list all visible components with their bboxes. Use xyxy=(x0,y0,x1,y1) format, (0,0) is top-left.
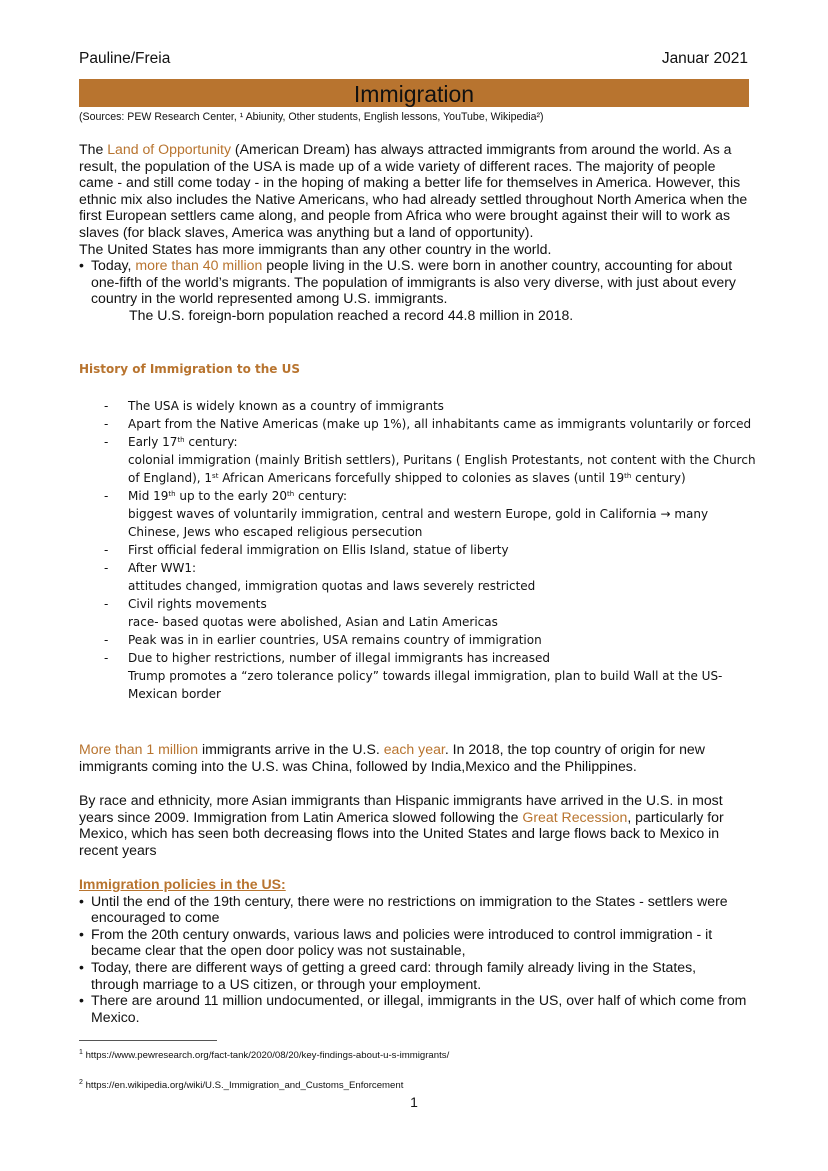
stats-text: . In 2018, the top country of origin for new immigrants coming into the U.S. was China, followed by India,Mexico and the Philippines. xyxy=(79,741,705,774)
item-text: attitudes changed, immigration quotas and laws severely restricted xyxy=(128,579,536,593)
list-item: • Until the end of the 19th century, there were no restrictions on immigration to the States - settlers were encouraged to come xyxy=(79,893,731,926)
footnote-number: 2 xyxy=(79,1079,83,1086)
footnote-2 xyxy=(79,1080,403,1091)
policies-heading: Immigration policies in the US: xyxy=(79,876,286,892)
superscript: th xyxy=(177,436,185,444)
list-item xyxy=(100,559,760,595)
intro-statement: The United States has more immigrants than any other country in the world. xyxy=(79,240,552,257)
forty-million-highlight: more than 40 million xyxy=(135,257,263,274)
race-text: By race and ethnicity, more Asian immigrants than Hispanic immigrants have arrived in the U.S. in most years since 2009. Immigration from Latin America slowed following the xyxy=(79,792,723,825)
history-heading: History of Immigration to the US xyxy=(79,362,300,376)
intro-bullet xyxy=(79,257,741,307)
item-text: colonial immigration (mainly British settlers), Puritans ( English Protestants, not content with the Church of England), 1 xyxy=(128,453,756,485)
item-text: - After WW1: xyxy=(128,561,197,575)
list-item: - Peak was in in earlier countries, USA remains country of immigration xyxy=(100,631,760,649)
list-item xyxy=(100,433,760,487)
list-item: • There are around 11 million undocumented, or illegal, immigrants in the US, over half of which come from Mexico. xyxy=(79,992,753,1025)
item-text: race- based quotas were abolished, Asian and Latin Americas xyxy=(128,615,498,629)
superscript: th xyxy=(287,490,295,498)
each-year-highlight: each year xyxy=(383,741,445,757)
intro-section xyxy=(79,141,751,324)
page-title: Immigration xyxy=(79,79,749,107)
footnote-link[interactable]: https://en.wikipedia.org/wiki/U.S._Immigration_and_Customs_Enforcement xyxy=(82,1080,404,1091)
list-item xyxy=(100,649,760,703)
stats-paragraph xyxy=(79,741,751,774)
policies-section xyxy=(79,876,751,1025)
list-item: • Today, there are different ways of getting a greed card: through family already living in the States, through marriage to a US citizen, or through your employment. xyxy=(79,959,731,992)
intro-text: (American Dream) has always attracted immigrants from around the world. As a result, the population of the USA is made up of a wide variety of different races. The majority of people came - and still come today - in the hoping of making a better life for themselves in America. However, this ethnic mix also includes the Native Americans, who had already settled throughout North America when the first European settlers came along, and people from Africa who were brought against their will to work as slaves (for black slaves, America was anything but a land of opportunity). xyxy=(79,141,748,240)
item-text: century) xyxy=(631,471,686,485)
item-text: biggest waves of voluntarily immigration, central and western Europe, gold in California → many Chinese, Jews who escaped religious persecution xyxy=(128,507,709,539)
item-text: - Due to higher restrictions, number of illegal immigrants has increased xyxy=(128,651,551,665)
stats-text: immigrants arrive in the U.S. xyxy=(198,741,384,757)
item-text: century: xyxy=(184,435,238,449)
race-paragraph xyxy=(79,792,751,858)
intro-paragraph xyxy=(79,141,751,241)
footnote-link[interactable]: https://www.pewresearch.org/fact-tank/2020/08/20/key-findings-about-u-s-immigrants/ xyxy=(82,1050,450,1061)
list-item: - The USA is widely known as a country of immigrants xyxy=(100,397,760,415)
one-million-highlight: More than 1 million xyxy=(79,741,199,757)
item-text: African Americans forcefully shipped to colonies as slaves (until 19 xyxy=(218,471,625,485)
sources-line: (Sources: PEW Research Center, ¹ Abiunity, Other students, English lessons, YouTube, Wikipedia²) xyxy=(79,111,544,123)
footnote-1 xyxy=(79,1050,449,1061)
footnote-number: 1 xyxy=(79,1049,83,1056)
item-text: up to the early 20 xyxy=(175,489,287,503)
header-date: Januar 2021 xyxy=(661,50,748,67)
page-number: 1 xyxy=(410,1094,418,1110)
list-item: • From the 20th century onwards, various laws and policies were introduced to control immigration - it became clear that the open door policy was not sustainable, xyxy=(79,926,731,959)
item-text: Trump promotes a “zero tolerance policy” towards illegal immigration, plan to build Wall at the US-Mexican border xyxy=(128,669,723,701)
superscript: th xyxy=(624,472,632,480)
history-list xyxy=(100,397,760,703)
bullet-text: people living in the U.S. were born in another country, accounting for about one-fifth of the world’s migrants. The population of immigrants is also very diverse, with just about every country in the world represented among U.S. immigrants. xyxy=(91,257,736,307)
item-text: century: xyxy=(294,489,348,503)
great-recession-highlight: Great Recession xyxy=(522,808,628,825)
header-authors: Pauline/Freia xyxy=(79,50,171,67)
intro-text: The xyxy=(79,141,108,157)
list-item xyxy=(100,487,760,541)
item-text: Early 17 xyxy=(128,435,178,449)
race-text: , particularly for Mexico, which has seen both decreasing flows into the United States and large flows back to Mexico in recent years xyxy=(79,808,724,858)
record-population-line: The U.S. foreign-born population reached a record 44.8 million in 2018. xyxy=(129,306,574,323)
item-text: - Civil rights movements xyxy=(128,597,267,611)
item-text: Mid 19 xyxy=(128,489,169,503)
list-item: - First official federal immigration on Ellis Island, statue of liberty xyxy=(100,541,760,559)
superscript: th xyxy=(168,490,176,498)
footnote-divider xyxy=(79,1040,217,1041)
list-item xyxy=(100,595,760,631)
land-of-opportunity-highlight: Land of Opportunity xyxy=(107,141,231,157)
list-item: - Apart from the Native Americas (make up 1%), all inhabitants came as immigrants voluntarily or forced xyxy=(100,415,760,433)
bullet-text: Today, xyxy=(91,257,136,274)
superscript: st xyxy=(212,472,219,480)
